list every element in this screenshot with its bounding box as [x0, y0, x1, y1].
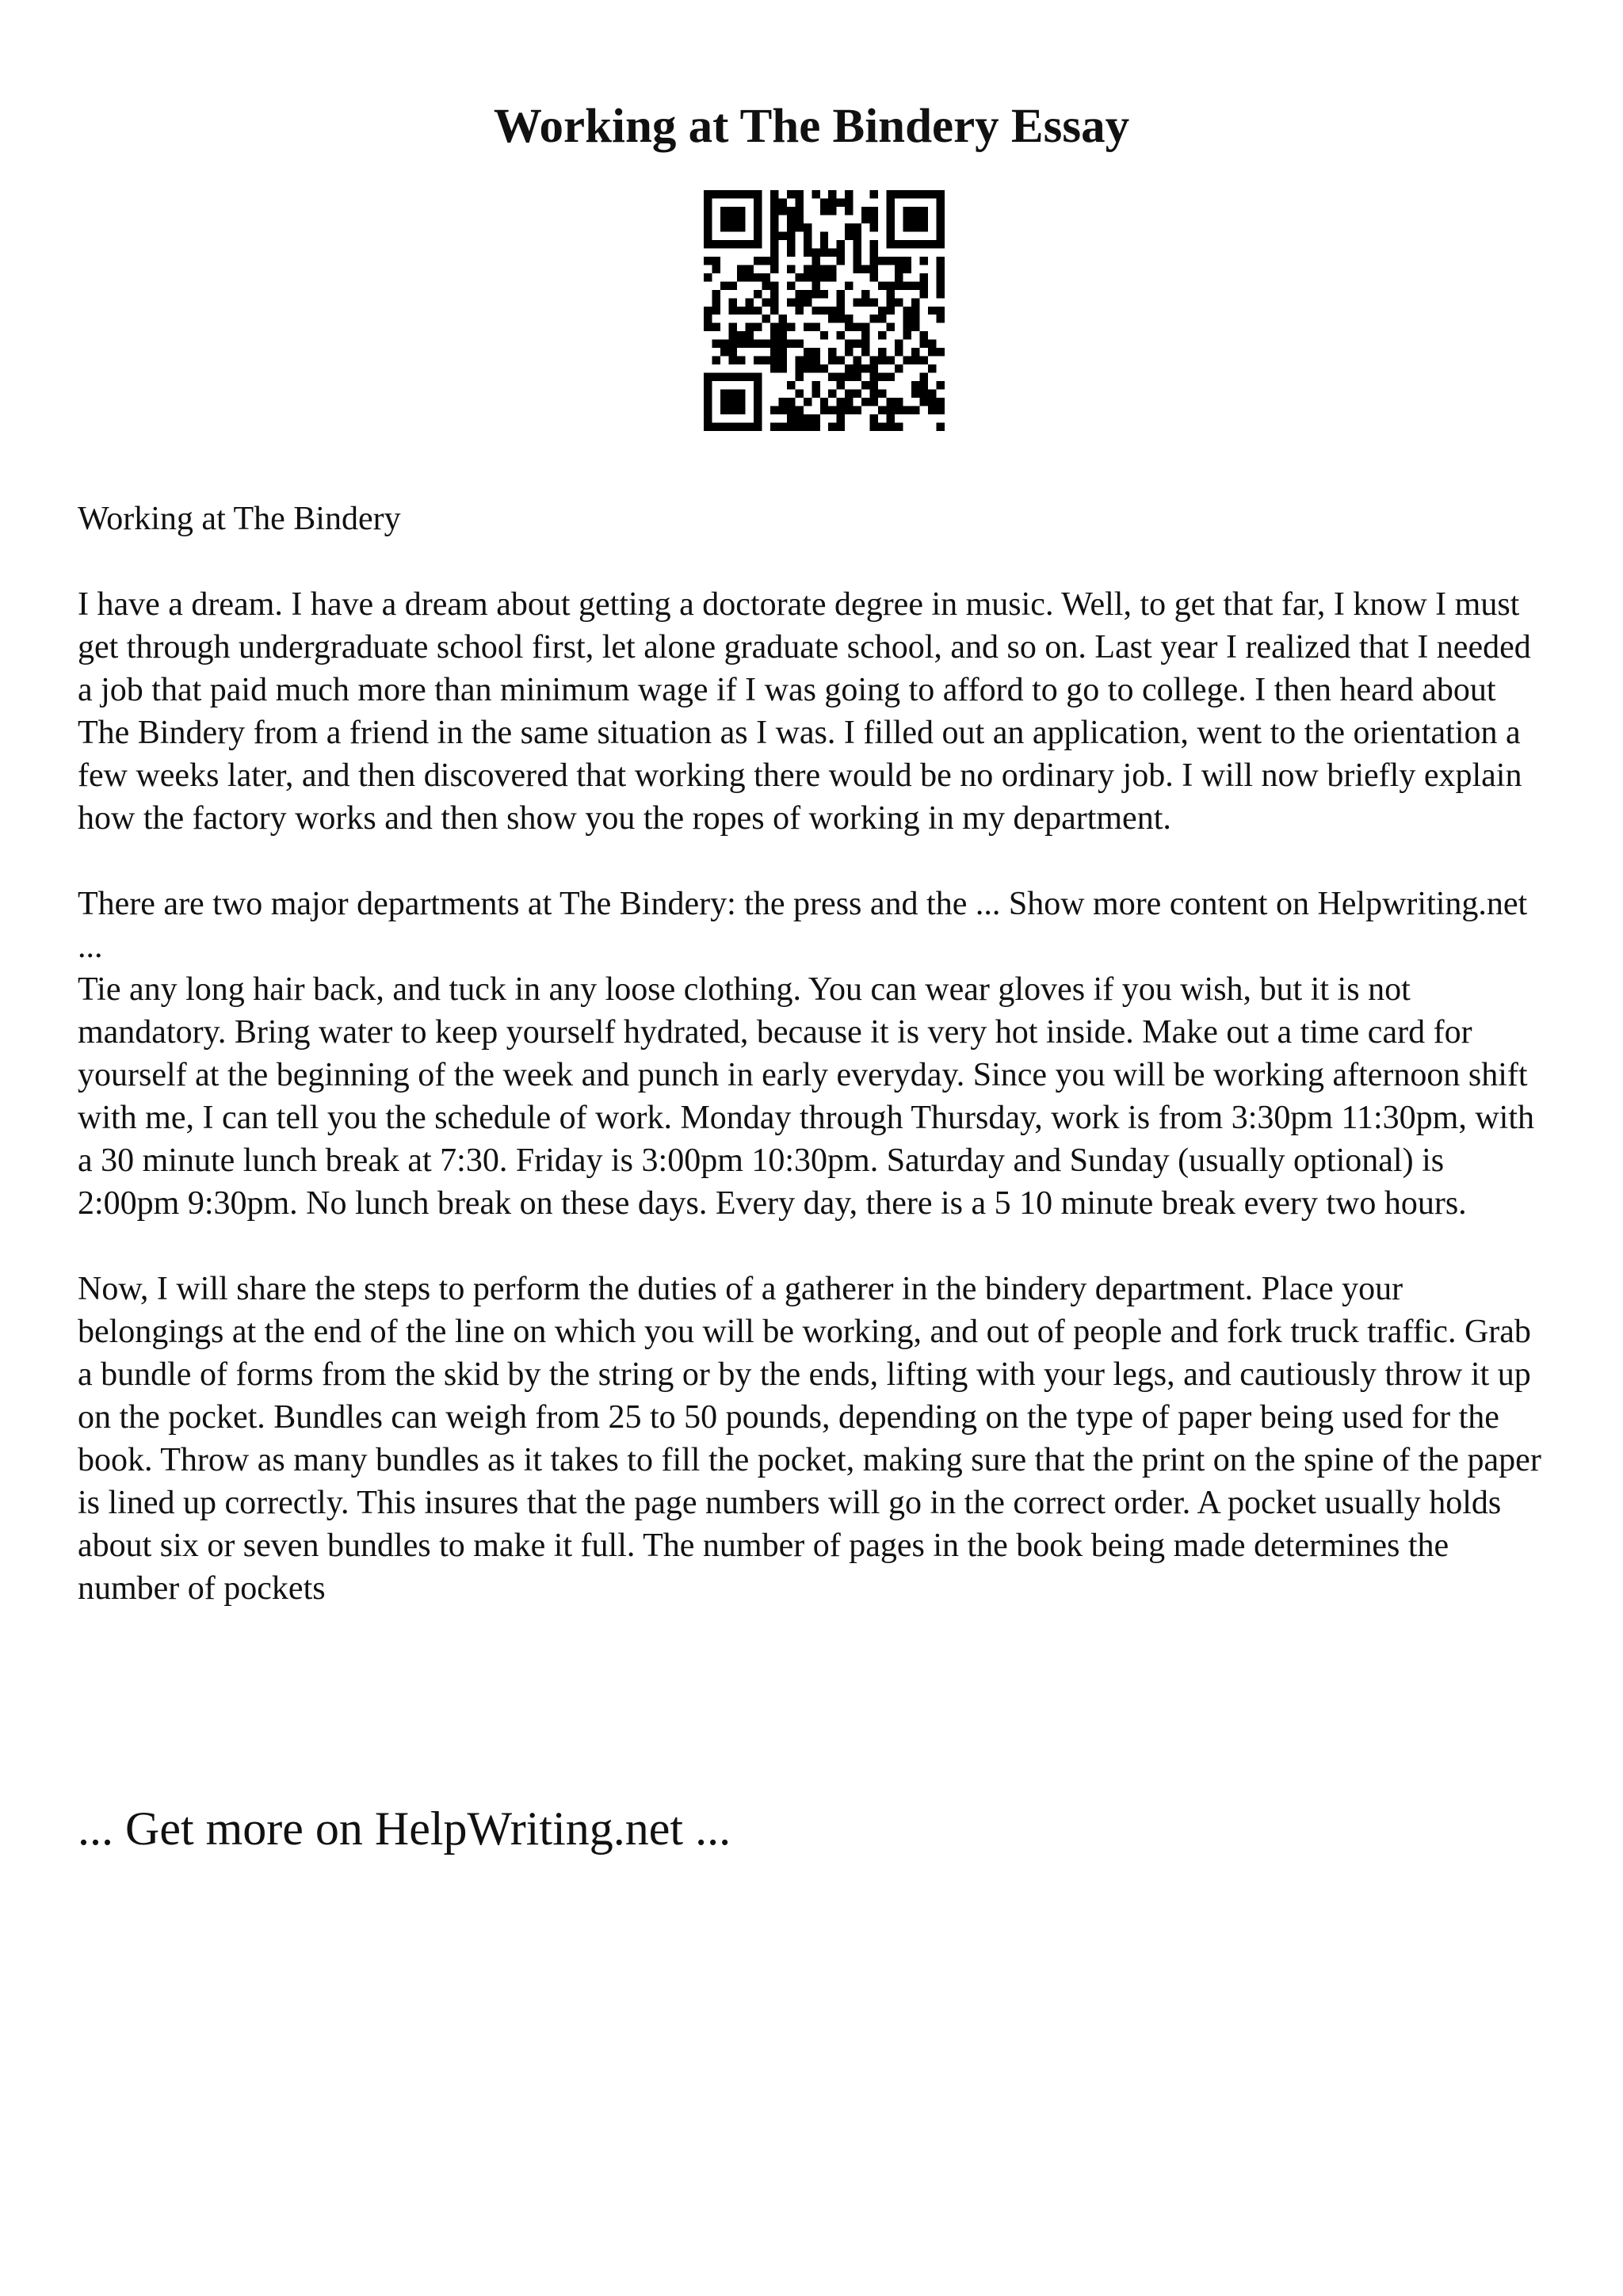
essay-body — [78, 498, 1552, 1653]
qr-code-icon — [704, 190, 945, 431]
get-more-link[interactable]: ... Get more on HelpWriting.net ... — [78, 1802, 731, 1855]
paragraph-departments: There are two major departments at The Bindery: the press and the ... Show more content on Helpwriting.net ... — [78, 886, 1528, 965]
essay-heading: Working at The Bindery — [78, 501, 401, 537]
paragraph-preparation: Tie any long hair back, and tuck in any loose clothing. You can wear gloves if you wish, but it is not mandatory. Bring water to keep yourself hydrated, because it is very hot inside. Make out a time card for yourself at the beginning of the week and punch in early everyday. Since you will be working afternoon shift with me, I can tell you the schedule of work. Monday through Thursday, work is from 3:30pm 11:30pm, with a 30 minute lunch break at 7:30. Friday is 3:00pm 10:30pm. Saturday and Sunday (usually optional) is 2:00pm 9:30pm. No lunch break on these days. Every day, there is a 5 10 minute break every two hours. — [78, 971, 1534, 1222]
document-title: Working at The Bindery Essay — [493, 100, 1130, 153]
paragraph-gatherer-steps: Now, I will share the steps to perform the duties of a gatherer in the bindery department. Place your belongings at the end of the line on which you will be working, and out of people and fork truck traffic. Grab a bundle of forms from the skid by the string or by the ends, lifting with your legs, and cautiously throw it up on the pocket. Bundles can weigh from 25 to 50 pounds, depending on the type of paper being used for the book. Throw as many bundles as it takes to fill the pocket, making sure that the print on the spine of the paper is lined up correctly. This insures that the page numbers will go in the correct order. A pocket usually holds about six or seven bundles to make it full. The number of pages in the book being made determines the number of pockets — [78, 1271, 1541, 1607]
paragraph-intro: I have a dream. I have a dream about getting a doctorate degree in music. Well, to get that far, I know I must get through undergraduate school first, let alone graduate school, and so on. Last year I realized that I needed a job that paid much more than minimum wage if I was going to afford to go to college. I then heard about The Bindery from a friend in the same situation as I was. I filled out an application, went to the orientation a few weeks later, and then discovered that working there would be no ordinary job. I will now briefly explain how the factory works and then show you the ropes of working in my department. — [78, 586, 1531, 837]
